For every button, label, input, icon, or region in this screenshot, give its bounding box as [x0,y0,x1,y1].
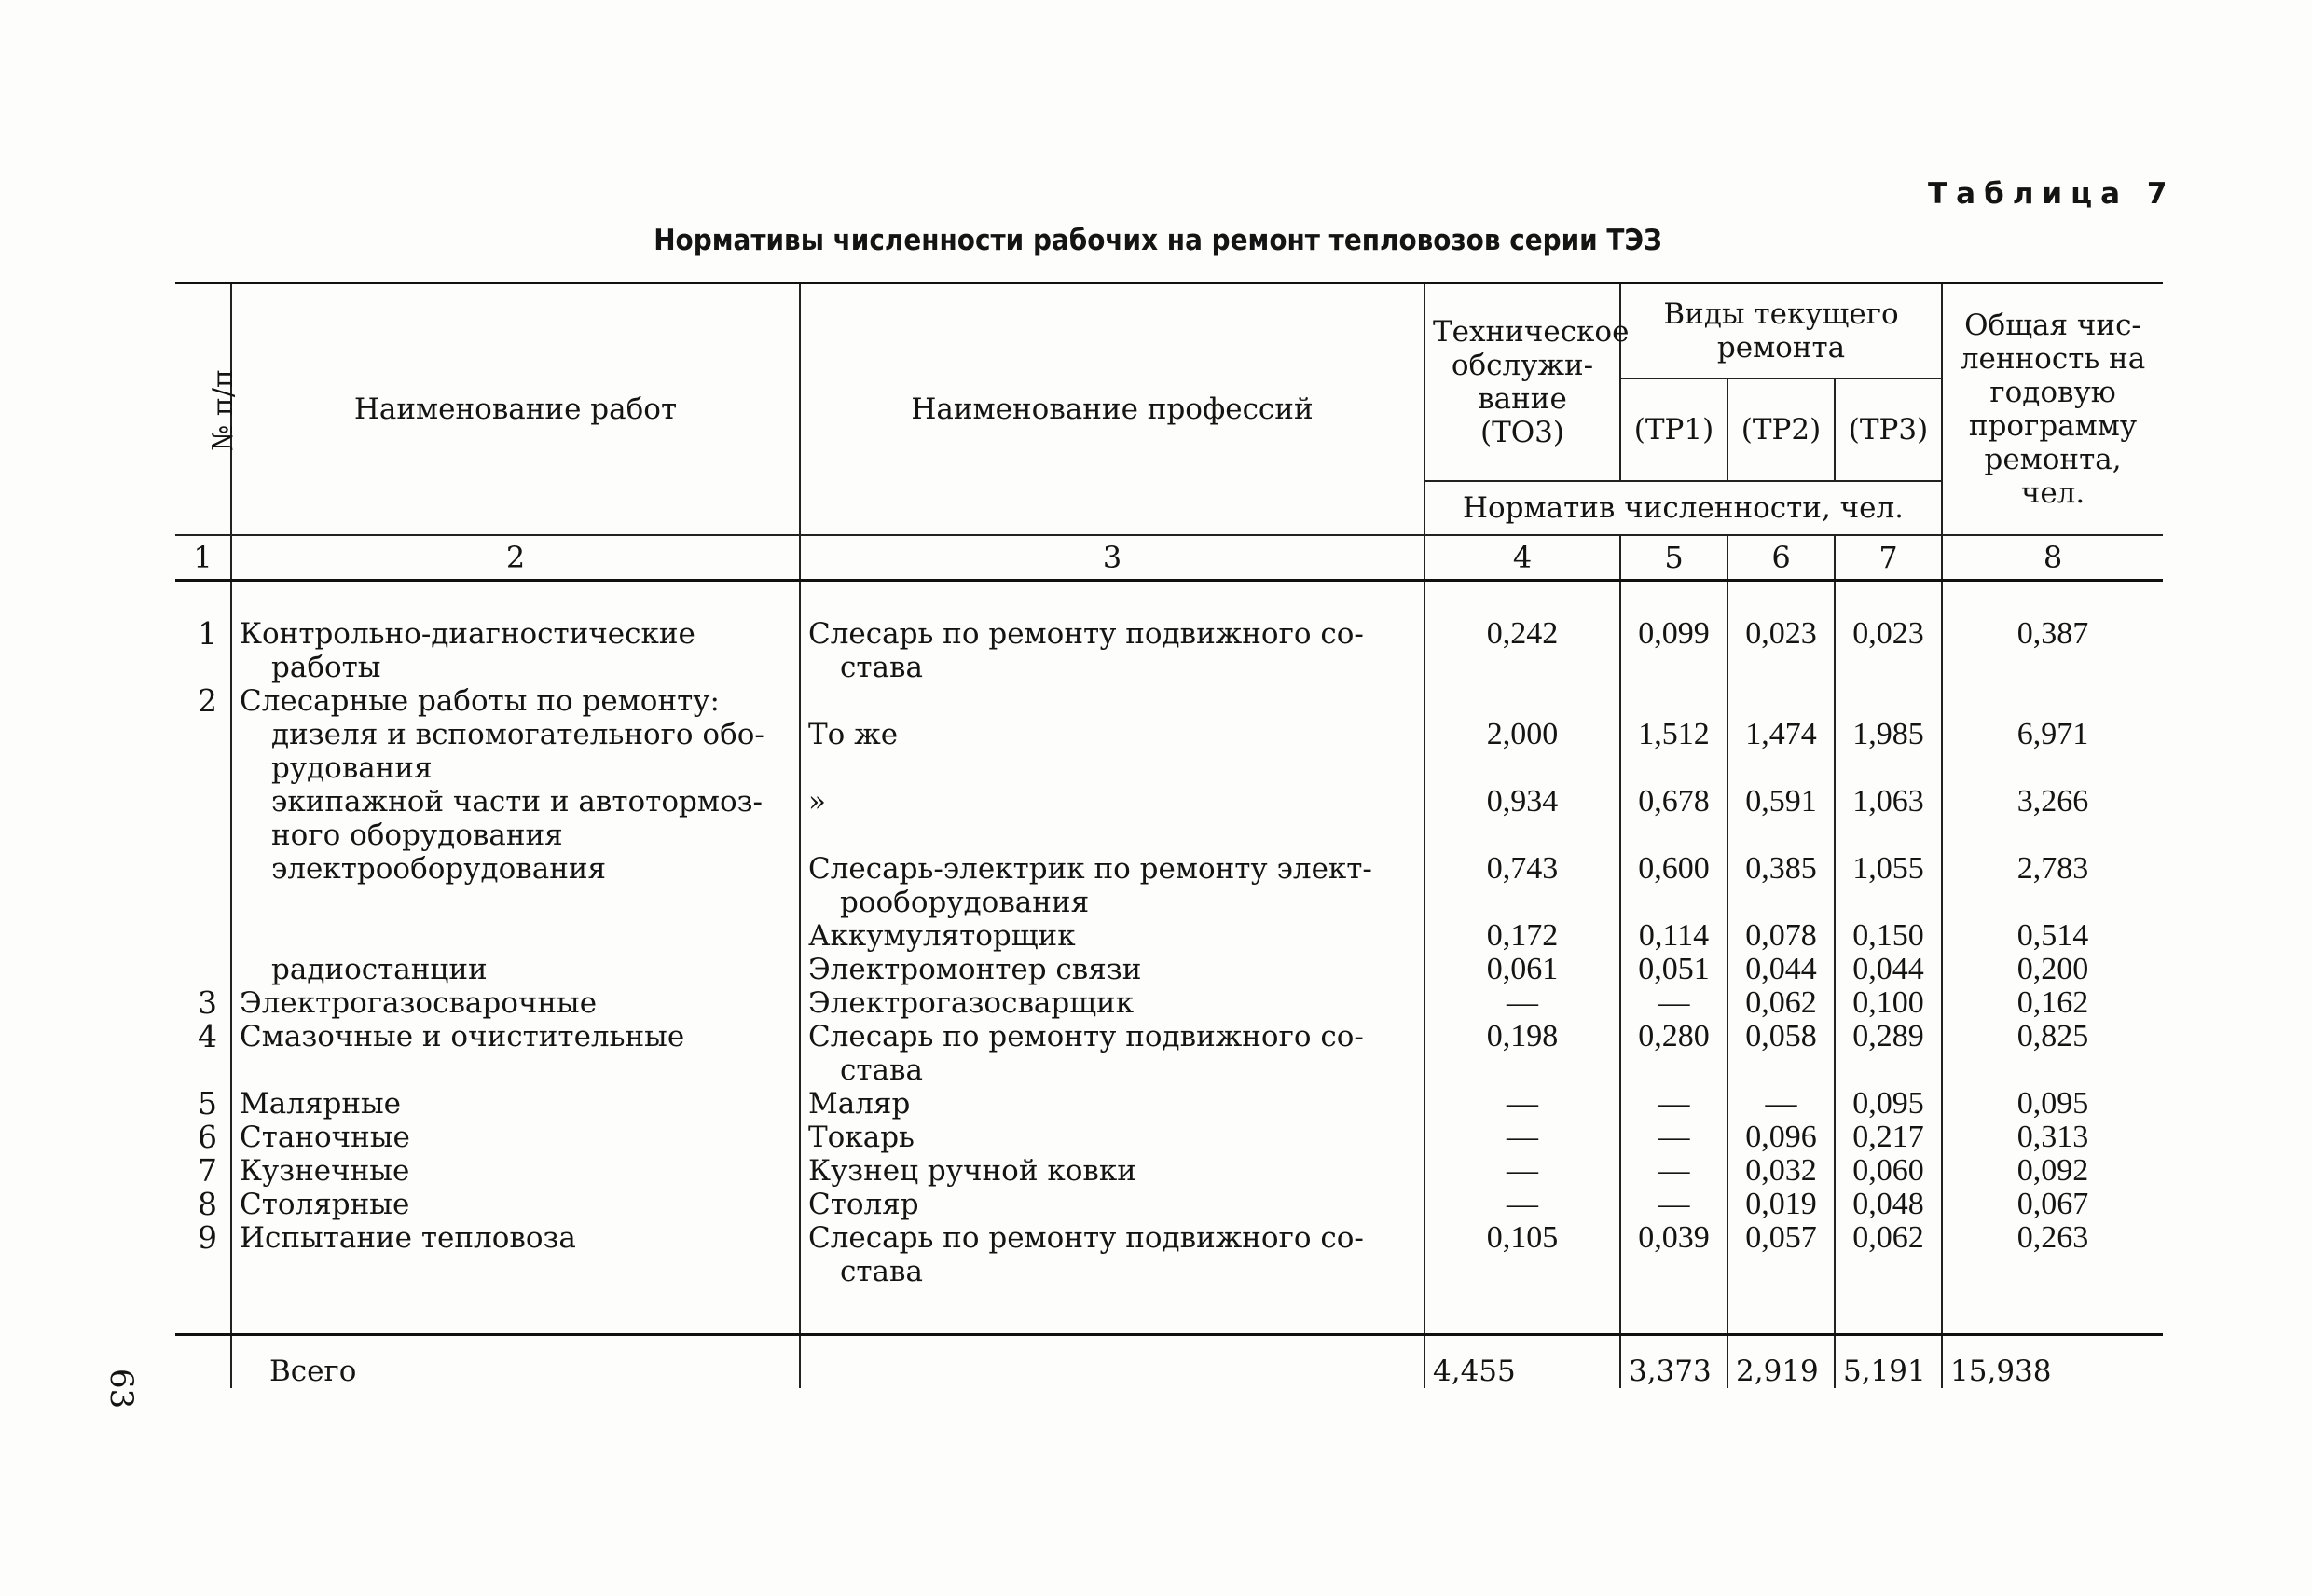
value-total: 0,162 [1942,986,2163,1020]
work-name [231,581,800,685]
value-total: 2,783 [1942,852,2163,919]
table-row [175,718,2163,785]
value-tr2: 0,062 [1727,986,1835,1020]
value-to3: 0,743 [1424,852,1620,919]
value-tr3: 1,055 [1835,852,1942,919]
value-total: 0,092 [1942,1154,2163,1188]
value-to3: — [1424,1121,1620,1154]
header-num-2: 2 [231,535,800,581]
work-name [231,919,800,953]
row-number: 4 [198,1018,217,1054]
table-row [175,986,2163,1020]
profession-name [800,1221,1424,1335]
profession-name-line: става [840,1053,923,1087]
row-number [175,852,231,919]
value-tr1: — [1620,1188,1727,1221]
profession-name-line: рооборудования [840,886,1090,919]
profession-name [800,785,1424,852]
row-number: 8 [198,1186,217,1222]
value-to3: — [1424,1154,1620,1188]
profession-name-line: става [840,651,923,684]
value-to3: 0,198 [1424,1020,1620,1087]
value-tr1: 0,678 [1620,785,1727,852]
total-to3: 4,455 [1424,1335,1620,1389]
value-to3 [1424,684,1620,718]
work-name [231,1121,800,1154]
profession-name [800,852,1424,919]
value-total: 0,387 [1942,581,2163,685]
value-tr3: 1,063 [1835,785,1942,852]
work-name-line: радиостанции [271,953,488,986]
profession-name-line: Слесарь-электрик по ремонту элект- [808,852,1372,886]
header-no: № п/п [175,283,231,536]
page-number: 63 [103,1369,140,1410]
work-name-line: экипажной части и автотормоз- [271,785,763,819]
value-to3: 0,934 [1424,785,1620,852]
value-tr3 [1835,684,1942,718]
work-name-line: Испытание тепловоза [240,1221,576,1255]
value-total: 0,313 [1942,1121,2163,1154]
table-row [175,1087,2163,1121]
value-tr2: 0,078 [1727,919,1835,953]
work-name-line: Столярные [240,1188,410,1221]
value-total: 0,200 [1942,953,2163,986]
profession-name-line: Токарь [808,1121,915,1154]
value-to3: — [1424,986,1620,1020]
work-name [231,1221,800,1335]
profession-name-line: Электрогазосварщик [808,986,1135,1020]
row-number: 2 [198,682,217,719]
profession-name-line: Столяр [808,1188,919,1221]
header-num-4: 4 [1424,535,1620,581]
value-total: 3,266 [1942,785,2163,852]
profession-name-line: Кузнец ручной ковки [808,1154,1136,1188]
value-total [1942,684,2163,718]
row-number [175,785,231,852]
row-number [175,718,231,785]
work-name-line: рудования [271,751,433,785]
header-num-1: 1 [175,535,231,581]
total-tr1: 3,373 [1620,1335,1727,1389]
value-tr3: 0,217 [1835,1121,1942,1154]
value-tr1: — [1620,986,1727,1020]
table-row [175,1121,2163,1154]
value-tr1: 0,099 [1620,581,1727,685]
work-name-line: Контрольно-диагностические [240,617,695,651]
table-row [175,1020,2163,1087]
profession-name-line: Маляр [808,1087,911,1121]
table-row [175,953,2163,986]
value-tr3: 0,289 [1835,1020,1942,1087]
table-row [175,1188,2163,1221]
value-total: 6,971 [1942,718,2163,785]
value-tr1: 0,114 [1620,919,1727,953]
value-tr3: 0,095 [1835,1087,1942,1121]
row-number: 5 [198,1085,217,1121]
table-caption: Таблица 7 [1928,177,2176,211]
total-label: Всего [231,1335,800,1389]
work-name [231,1020,800,1087]
profession-name [800,1154,1424,1188]
value-to3: 0,105 [1424,1221,1620,1335]
value-total: 0,825 [1942,1020,2163,1087]
value-to3: 0,242 [1424,581,1620,685]
value-tr1: 1,512 [1620,718,1727,785]
work-name [231,718,800,785]
value-tr3: 1,985 [1835,718,1942,785]
work-name-line: Кузнечные [240,1154,410,1188]
profession-name [800,1188,1424,1221]
table-row [175,581,2163,685]
total-row [175,1335,2163,1389]
table-row [175,684,2163,718]
profession-name [800,1087,1424,1121]
header-profession: Наименование профессий [800,283,1424,536]
value-to3: 2,000 [1424,718,1620,785]
table-row [175,852,2163,919]
header-to3: Техническое обслужи- вание (ТО3) [1424,283,1620,482]
table-row [175,1154,2163,1188]
table-body [175,581,2163,1335]
work-name [231,785,800,852]
profession-name [800,1020,1424,1087]
work-name [231,953,800,986]
header-num-5: 5 [1620,535,1727,581]
table-title: Нормативы численности рабочих на ремонт тепловозов серии ТЭЗ [654,224,1662,257]
header-work: Наименование работ [231,283,800,536]
value-tr3: 0,062 [1835,1221,1942,1335]
profession-name-line: Аккумуляторщик [808,919,1076,953]
work-name-line: дизеля и вспомогательного обо- [271,718,764,751]
work-name-line: Слесарные работы по ремонту: [240,684,720,718]
value-tr2: 0,096 [1727,1121,1835,1154]
value-tr2: 0,044 [1727,953,1835,986]
work-name-line: Малярные [240,1087,401,1121]
value-tr1: — [1620,1121,1727,1154]
norms-table [175,282,2163,1388]
value-tr1 [1620,684,1727,718]
value-tr3: 0,100 [1835,986,1942,1020]
value-tr2: 0,019 [1727,1188,1835,1221]
profession-name-line: става [840,1255,923,1288]
row-number: 3 [198,984,217,1021]
work-name-line: ного оборудования [271,819,563,852]
profession-name [800,953,1424,986]
header-num-8: 8 [1942,535,2163,581]
profession-name-line: Слесарь по ремонту подвижного со- [808,1221,1364,1255]
work-name-line: работы [271,651,381,684]
row-number [175,953,231,986]
work-name [231,986,800,1020]
value-tr1: 0,039 [1620,1221,1727,1335]
profession-name [800,581,1424,685]
work-name [231,852,800,919]
header-repair-group: Виды текущего ремонта [1620,283,1942,379]
work-name [231,1188,800,1221]
value-tr3: 0,048 [1835,1188,1942,1221]
value-total: 0,514 [1942,919,2163,953]
header-norm-label: Норматив численности, чел. [1424,481,1942,535]
header-tr3: (ТР3) [1835,378,1942,481]
profession-name-line: Слесарь по ремонту подвижного со- [808,617,1364,651]
profession-name-line: Электромонтер связи [808,953,1142,986]
table-row [175,1221,2163,1335]
row-number: 7 [198,1152,217,1189]
header-total: Общая чис- ленность на годовую программу ремонта, чел. [1942,283,2163,536]
value-tr1: — [1620,1087,1727,1121]
value-tr2: 0,023 [1727,581,1835,685]
value-to3: — [1424,1087,1620,1121]
work-name [231,1154,800,1188]
row-number: 6 [198,1119,217,1155]
profession-name-line: Слесарь по ремонту подвижного со- [808,1020,1364,1053]
value-total: 0,095 [1942,1087,2163,1121]
value-to3: — [1424,1188,1620,1221]
value-to3: 0,061 [1424,953,1620,986]
value-tr3: 0,150 [1835,919,1942,953]
value-tr3: 0,023 [1835,581,1942,685]
header-num-7: 7 [1835,535,1942,581]
value-tr3: 0,060 [1835,1154,1942,1188]
row-number: 9 [198,1219,217,1256]
profession-name [800,718,1424,785]
profession-name [800,986,1424,1020]
total-total: 15,938 [1942,1335,2163,1389]
value-tr1: 0,600 [1620,852,1727,919]
value-tr2: 0,058 [1727,1020,1835,1087]
value-tr2: 1,474 [1727,718,1835,785]
table-row [175,785,2163,852]
value-total: 0,067 [1942,1188,2163,1221]
profession-name-line: » [808,785,826,819]
total-tr2: 2,919 [1727,1335,1835,1389]
row-number: 1 [198,615,217,652]
value-total: 0,263 [1942,1221,2163,1335]
work-name-line: электрооборудования [271,852,607,886]
value-tr2: — [1727,1087,1835,1121]
work-name-line: Смазочные и очистительные [240,1020,685,1053]
value-tr2: 0,385 [1727,852,1835,919]
profession-name [800,1121,1424,1154]
header-num-3: 3 [800,535,1424,581]
work-name-line: Станочные [240,1121,410,1154]
value-tr2 [1727,684,1835,718]
value-tr1: 0,280 [1620,1020,1727,1087]
header-num-6: 6 [1727,535,1835,581]
value-tr1: 0,051 [1620,953,1727,986]
profession-name-line: То же [808,718,899,751]
value-tr2: 0,057 [1727,1221,1835,1335]
profession-name [800,919,1424,953]
table-row [175,919,2163,953]
value-to3: 0,172 [1424,919,1620,953]
value-tr2: 0,032 [1727,1154,1835,1188]
total-tr3: 5,191 [1835,1335,1942,1389]
value-tr1: — [1620,1154,1727,1188]
row-number [175,919,231,953]
work-name [231,684,800,718]
header-tr2: (ТР2) [1727,378,1835,481]
profession-name [800,684,1424,718]
work-name-line: Электрогазосварочные [240,986,598,1020]
work-name [231,1087,800,1121]
value-tr3: 0,044 [1835,953,1942,986]
value-tr2: 0,591 [1727,785,1835,852]
header-tr1: (ТР1) [1620,378,1727,481]
